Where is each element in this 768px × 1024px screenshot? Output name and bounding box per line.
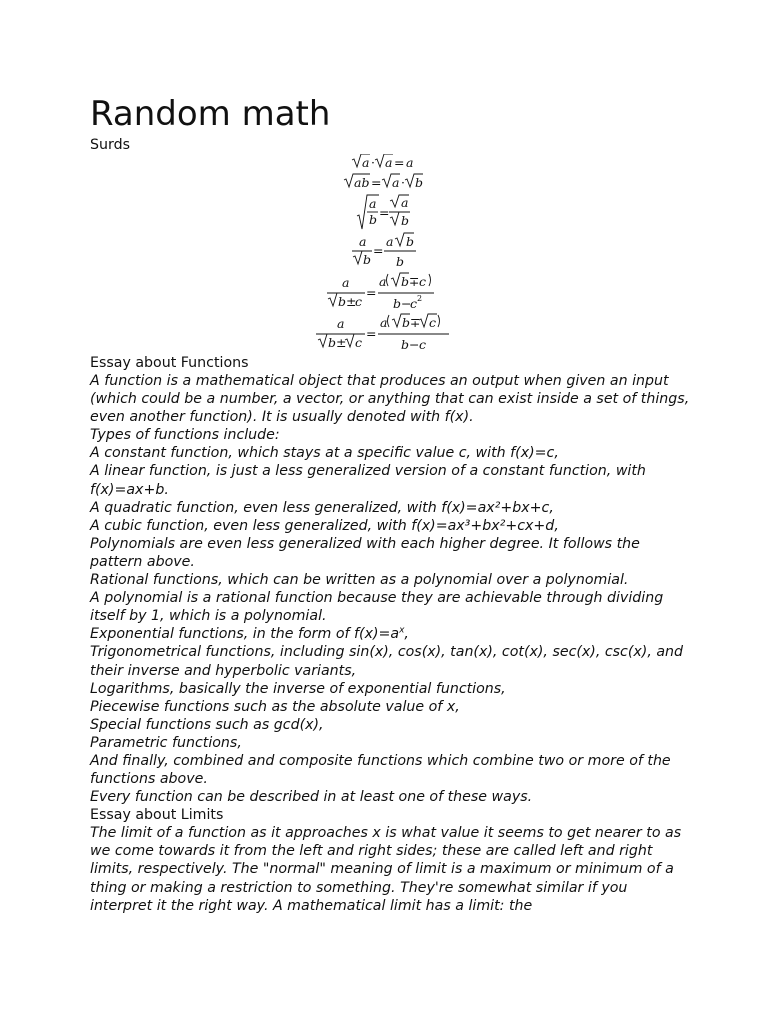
svg-text:b: b <box>406 234 415 249</box>
formula-1 <box>352 154 413 170</box>
formula-3 <box>357 195 410 229</box>
svg-text:b: b <box>401 274 410 289</box>
formula-6 <box>316 314 449 352</box>
functions-paragraph: Trigonometrical functions, including sin(x), cos(x), tan(x), cot(x), sec(x), csc(x), and their inverse and hyperbolic variants, <box>90 644 684 679</box>
surds-formula-svg <box>90 154 690 354</box>
formula-2 <box>344 174 423 190</box>
svg-text:·: · <box>401 175 405 190</box>
functions-paragraph: Polynomials are even less generalized with each higher degree. It follows the pattern above. <box>90 535 640 570</box>
svg-text:b: b <box>369 212 378 227</box>
svg-text:c: c <box>419 274 427 289</box>
svg-text:∓: ∓ <box>409 274 420 289</box>
limits-heading: Essay about Limits <box>90 807 224 824</box>
functions-paragraph: Logarithms, basically the inverse of exponential functions, <box>90 680 506 697</box>
functions-paragraph-exponential <box>90 625 690 643</box>
functions-paragraph: Parametric functions, <box>90 734 242 751</box>
formula-4 <box>352 233 416 269</box>
svg-text:±: ± <box>346 294 357 309</box>
svg-text:=: = <box>379 205 390 220</box>
functions-paragraph: A cubic function, even less generalized, with f(x)=ax³+bx²+cx+d, <box>90 517 559 534</box>
svg-text:b: b <box>396 254 405 269</box>
svg-text:·: · <box>371 155 375 170</box>
svg-text:a: a <box>342 275 350 290</box>
svg-text:2: 2 <box>417 294 423 303</box>
svg-text:−: − <box>409 337 420 352</box>
svg-text:a: a <box>392 175 400 190</box>
functions-paragraph: Types of functions include: <box>90 427 280 444</box>
svg-text:a: a <box>369 196 377 211</box>
svg-text:c: c <box>410 296 418 311</box>
svg-text:a: a <box>386 234 394 249</box>
svg-text:c: c <box>419 337 427 352</box>
functions-essay <box>90 372 690 806</box>
functions-paragraph: Rational functions, which can be written as a polynomial over a polynomial. <box>90 572 629 589</box>
functions-paragraph: A linear function, is just a less generalized version of a constant function, with f(x)=ax+b. <box>90 463 646 498</box>
exponent: x <box>399 625 405 636</box>
functions-paragraph: Piecewise functions such as the absolute value of x, <box>90 698 460 715</box>
svg-text:b: b <box>401 337 410 352</box>
limits-paragraph: The limit of a function as it approaches x is what value it seems to get nearer to as we come towards it from the left and right sides; these are called left and right limits, respectively. The "normal" meaning of limit is a maximum or minimum of a thing or making a restriction to something. They're somewhat similar if you interpret it the right way. A mathematical limit has a limit: the <box>90 825 682 914</box>
svg-text:b: b <box>338 294 347 309</box>
functions-paragraph: Special functions such as gcd(x), <box>90 716 324 733</box>
svg-text:a: a <box>385 155 393 170</box>
svg-text:b: b <box>328 335 337 350</box>
exponential-text: Exponential functions, in the form of f(x)=a <box>90 626 400 643</box>
document-page <box>90 92 690 915</box>
svg-text:=: = <box>371 175 382 190</box>
svg-text:a: a <box>379 274 387 289</box>
svg-text:−: − <box>401 296 412 311</box>
formula-5 <box>327 273 434 311</box>
svg-text:=: = <box>394 155 405 170</box>
functions-paragraph: A constant function, which stays at a specific value c, with f(x)=c, <box>90 445 559 462</box>
functions-paragraph: A function is a mathematical object that produces an output when given an input (which could be a number, a vector, or anything that can exist inside a set of things, even another function). It is usually denoted with f(x). <box>90 373 690 426</box>
functions-paragraph: A polynomial is a rational function because they are achievable through dividing itself by 1, which is a polynomial. <box>90 590 664 625</box>
svg-text:c: c <box>429 315 437 330</box>
svg-text:b: b <box>402 315 411 330</box>
svg-text:ab: ab <box>354 175 370 190</box>
svg-text:∓: ∓ <box>410 315 421 330</box>
svg-text:b: b <box>393 296 402 311</box>
functions-heading: Essay about Functions <box>90 355 249 371</box>
svg-text:a: a <box>380 315 388 330</box>
surds-heading: Surds <box>90 137 130 153</box>
svg-text:=: = <box>373 243 384 258</box>
exponential-tail: , <box>404 626 409 643</box>
svg-text:a: a <box>401 195 409 210</box>
svg-text:a: a <box>359 234 367 249</box>
svg-text:a: a <box>406 155 414 170</box>
svg-text:b: b <box>363 252 372 267</box>
svg-text:a: a <box>337 316 345 331</box>
svg-text:a: a <box>362 155 370 170</box>
page-title: Random math <box>90 94 331 134</box>
functions-paragraph: Every function can be described in at least one of these ways. <box>90 789 533 806</box>
svg-text:c: c <box>355 294 363 309</box>
surds-formulas <box>90 154 690 354</box>
limits-essay <box>90 824 690 914</box>
svg-text:=: = <box>366 285 377 300</box>
functions-paragraph: A quadratic function, even less generalized, with f(x)=ax²+bx+c, <box>90 499 554 516</box>
functions-paragraph: And finally, combined and composite functions which combine two or more of the functions above. <box>90 752 671 788</box>
svg-text:=: = <box>366 326 377 341</box>
svg-text:b: b <box>415 175 424 190</box>
svg-text:b: b <box>401 213 410 228</box>
svg-text:±: ± <box>336 335 347 350</box>
svg-text:c: c <box>355 335 363 350</box>
